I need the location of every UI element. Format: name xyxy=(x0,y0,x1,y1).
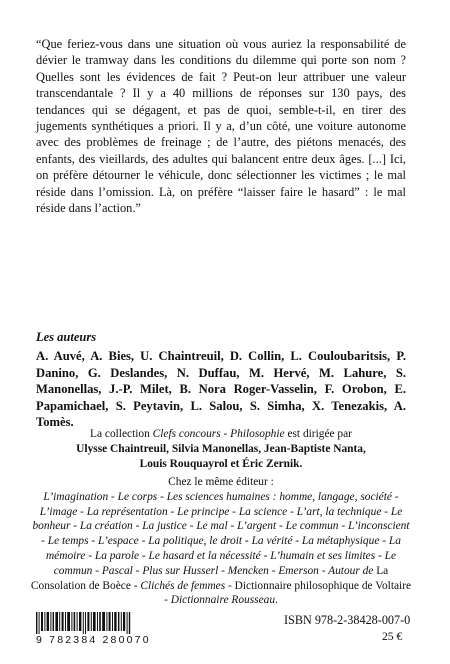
same-editor-titles-2: - Clichés de femmes - xyxy=(130,579,235,592)
isbn: ISBN 978-2-38428-007-0 xyxy=(284,613,411,627)
collection-directors-line1: Ulysse Chaintreuil, Silvia Manonellas, Jean-Baptiste Nanta, xyxy=(76,442,366,455)
same-editor-end: . xyxy=(275,594,278,607)
collection-info xyxy=(36,427,406,471)
same-editor-separator: - xyxy=(164,594,171,607)
same-editor-title-plain-2: Dictionnaire philosophique de Voltaire xyxy=(234,579,412,592)
authors-heading: Les auteurs xyxy=(36,330,97,344)
collection-prefix: La collection xyxy=(90,428,153,440)
same-editor-list xyxy=(30,475,412,608)
barcode-number: 9 782384 280070 xyxy=(36,634,151,646)
collection-name: Clefs concours - Philosophie xyxy=(152,428,285,440)
collection-directors-line2: Louis Rouquayrol et Éric Zernik. xyxy=(139,457,303,470)
same-editor-title-last: Dictionnaire Rousseau xyxy=(170,594,276,607)
authors-list: A. Auvé, A. Bies, U. Chaintreuil, D. Collin, L. Couloubaritsis, P. Danino, G. Deslandes, N. Duffau, M. Hervé, M. Lahure, S. Manonellas, J.-P. Milet, B. Nora Roger-Vasselin, F. Orobon, E. Papamichael, S. Peytavin, L. Salou, S. Simha, X. Tenezakis, A. Tomès. xyxy=(36,349,406,430)
same-editor-lead: Chez le même éditeur : xyxy=(168,476,274,488)
same-editor-title-plain: La Consolation de Boèce xyxy=(30,564,389,592)
price: 25 € xyxy=(382,630,403,643)
collection-suffix: est dirigée par xyxy=(284,428,352,440)
same-editor-titles: L’imagination - Le corps - Les sciences humaines : homme, langage, société - L’image - La représentation - Le principe - La science - L’art, la technique - Le bonheur - La création - La justice - Le mal - L’argent - Le commun - L’inconscient - Le temps - L’espace - La politique, le droit - La vérité - La métaphysique - La mémoire - La parole - Le hasard et la nécessité - L’humain et ses limites - Le commun - Pascal - Plus sur Husserl - Mencken - Emerson - Autour de xyxy=(32,490,410,577)
back-cover-quote: “Que feriez-vous dans une situation où vous auriez la responsabilité de dévier le tramway dans les conditions du dilemme qui porte son nom ? Quelles sont les évidences de fait ? Peut-on leur attribuer une valeur transcendantale ? Il y a 40 millions de réponses sur 130 pays, des tendances qui se dégagent, et pas de quoi, semble-t-il, en tirer des jugements synthétiques a priori. Il y a, d’un côté, une voiture autonome avec des problèmes de freinage ; de l’autre, des piétons menacés, des enfants, des vieillards, des adultes qui balancent entre deux âges. [...] Ici, on préfère détourner le véhicule, donc sélectionner les victimes ; le mal réside dans l’omission. Là, on préfère “laisser faire le hasard” : le mal réside dans l’action.” xyxy=(36,37,406,216)
barcode-icon xyxy=(36,612,132,634)
